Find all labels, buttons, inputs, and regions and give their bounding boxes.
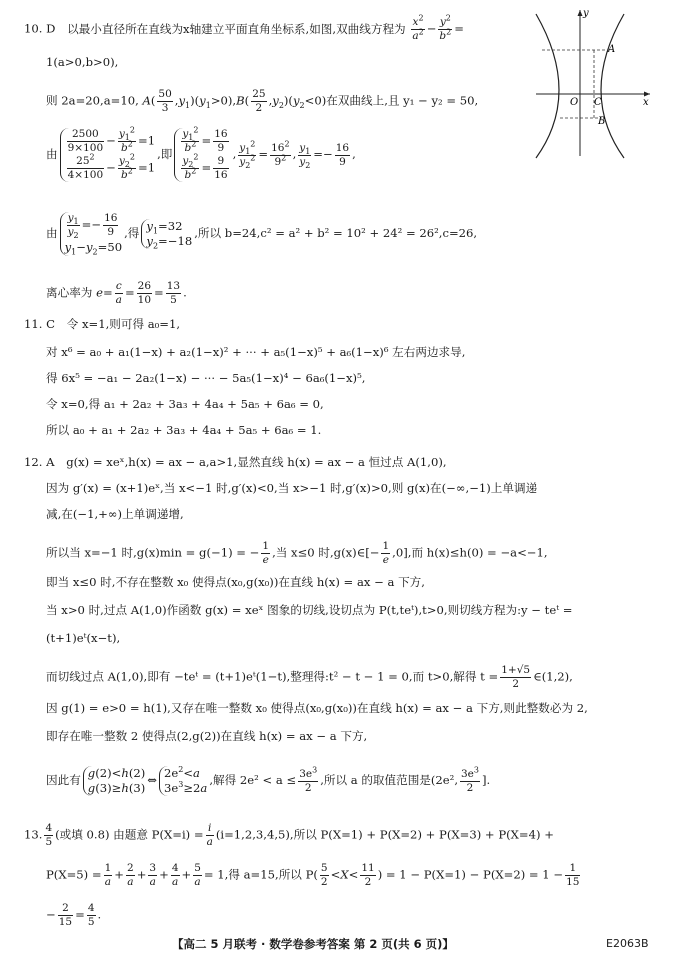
- footer-title: 【高二 5 月联考 · 数学卷参考答案 第 2 页(共 6 页)】: [172, 937, 454, 951]
- q10-intro: 以最小直径所在直线为x轴建立平面直角坐标系,如图,双曲线方程为: [67, 21, 406, 36]
- q12-l8a: 而切线过点 A(1,0),即有 −teᵗ = (t+1)eᵗ(1−t),整理得:t² − t − 1 = 0,而 t>0,解得 t =: [46, 669, 499, 684]
- q12-l4b: ,当 x≤0 时,g(x)∈[−: [272, 545, 380, 560]
- q12-line10: 即存在唯一整数 2 使得点(2,g(2))在直线 h(x) = ax − a 下方,: [46, 729, 368, 743]
- q10-line3: 则 2a=20,a=10, A( $\frac{50}{3}$ $,y_1)(y_1>0),B$( $\frac{25}{2}$ $,y_2)(y_2<0)$在双曲线上,且 y₁ − y₂ = 50,: [46, 88, 479, 114]
- q10-system1: 由 $\frac{2500}{9\times 100}$ − $\frac{y_1^2}{b^2}$ =1 $\frac{25^2}{4\times 100}$ − $\frac{y_2^2}{b^2}$ =1 ,即 $\frac{y_1^2}{b^2}$ = $\frac{16}{9}$ $\frac{y_2^2}{b^2}$ = $\frac{9}{16}$ , $\frac{y_1^2}{y_2^2}$ = $\frac{16^2}{9^2}$ , $\frac{y_1}{y_2}$ =− $\frac{16}{9}$ ,: [46, 125, 356, 181]
- q12-line9: 因 g(1) = e>0 = h(1),又存在唯一整数 x₀ 使得点(x₀,g(x₀))在直线 h(x) = ax − a 下方,则此整数必为 2,: [46, 701, 588, 715]
- footer-code: E2063B: [606, 937, 649, 950]
- q10-number: 10. D: [24, 21, 56, 36]
- system-brace-1: $\frac{2500}{9\times 100}$ − $\frac{y_1^2}{b^2}$ =1 $\frac{25^2}{4\times 100}$ − $\frac{y_2^2}{b^2}$ =1: [60, 128, 155, 182]
- hyperbola-y-term: $\frac{y^2}{b^2}$: [439, 13, 452, 42]
- q13-l1b: (i=1,2,3,4,5),所以 P(X=1) + P(X=2) + P(X=3) + P(X=4) +: [215, 827, 554, 842]
- q13-answer-tail: (或填 0.8) 由题意 P(X=i) =: [55, 827, 204, 842]
- q13-line2: P(X=5) = $\frac{1}{a}$ + $\frac{2}{a}$ + $\frac{3}{a}$ + $\frac{4}{a}$ + $\frac{5}{a}$ = 1,得 a=15,所以 P( $\frac{5}{2}$ <X< $\frac{11}{2}$ ) = 1 − P(X=1) − P(X=2) = 1 − $\frac{1}{15}$: [46, 862, 580, 888]
- system-brace-6: $2e^2<a$ $3e^3\ge 2a$: [159, 766, 207, 796]
- q12-line1: [24, 454, 447, 470]
- q12-line11: 因此有 g(2)<h(2) g(3)≥h(3) ⇔ $2e^2<a$ $3e^3\ge 2a$ ,解得 2e² < a ≤ $\frac{3e^3}{2}$ ,所以 a 的取值范围是(2e², $\frac{3e^3}{2}$ ].: [46, 765, 491, 795]
- q10-eccentricity: 离心率为 e= $\frac{c}{a}$ = $\frac{26}{10}$ = $\frac{13}{5}$ .: [46, 280, 187, 306]
- q12-line3: 减,在(−1,+∞)上单调递增,: [46, 507, 184, 521]
- q12-l4c: ,0],而 h(x)≤h(0) = −a<−1,: [392, 545, 548, 560]
- q13-line1: 13. $\frac{4}{5}$ (或填 0.8) 由题意 P(X=i) = $\frac{i}{a}$ (i=1,2,3,4,5),所以 P(X=1) + P(X=2) + P(X=3) + P(X=4) +: [24, 822, 554, 848]
- q13-l2a: P(X=5) =: [46, 867, 102, 882]
- system-brace-4: $y_1=32$ $y_2=-18$: [141, 219, 192, 249]
- q12-line2: 因为 g′(x) = (x+1)eˣ,当 x<−1 时,g′(x)<0,当 x>−1 时,g′(x)>0,则 g(x)在(−∞,−1)上单调递: [46, 481, 538, 495]
- q10-then-a: 则 2a=20,a=10,: [46, 93, 139, 108]
- frac-25-2: $\frac{25}{2}$: [252, 88, 266, 114]
- q12-line8: 而切线过点 A(1,0),即有 −teᵗ = (t+1)eᵗ(1−t),整理得:t² − t − 1 = 0,而 t>0,解得 t = $\frac{1+√5}{2}$ ∈(1,2),: [46, 664, 573, 690]
- q12-line5: 即当 x≤0 时,不存在整数 x₀ 使得点(x₀,g(x₀))在直线 h(x) = ax − a 下方,: [46, 575, 425, 589]
- q11-line1: [24, 316, 180, 332]
- q13-line3: − $\frac{2}{15}$ = $\frac{4}{5}$ .: [46, 902, 102, 928]
- label-origin: O: [570, 97, 579, 108]
- q13-number: 13.: [24, 827, 43, 842]
- q10-condition: 1(a>0,b>0),: [46, 55, 119, 69]
- q12-l11c: ,所以 a 的取值范围是(2e²,: [320, 773, 458, 787]
- q10-system2: 由 $\frac{y_1}{y_2}$ =− $\frac{16}{9}$ $y_1-y_2=50$ ,得 $y_1=32$ $y_2=-18$ ,所以 b=24,c² = a² + b² = 10² + 24² = 26²,c=26,: [46, 212, 478, 257]
- q13-l2c: ) = 1 − P(X=1) − P(X=2) = 1 −: [377, 867, 564, 882]
- q10-conclusion: 所以 b=24,c² = a² + b² = 10² + 24² = 26²,c=26,: [197, 226, 478, 240]
- q12-text1: g(x) = xeˣ,h(x) = ax − a,a>1,显然直线 h(x) = ax − a 恒过点 A(1,0),: [66, 455, 447, 469]
- label-point-c: C: [594, 97, 602, 108]
- system-brace-5: g(2)<h(2) g(3)≥h(3): [83, 766, 145, 796]
- label-point-a: A: [608, 44, 616, 55]
- label-point-b: B: [598, 116, 606, 127]
- q12-line4: 所以当 x=−1 时,g(x)min = g(−1) = − $\frac{1}{e}$ ,当 x≤0 时,g(x)∈[− $\frac{1}{e}$ ,0],而 h(x)≤h(0) = −a<−1,: [46, 540, 548, 566]
- q12-l11b: ,解得 2e² < a ≤: [209, 773, 297, 787]
- system-brace-2: $\frac{y_1^2}{b^2}$ = $\frac{16}{9}$ $\frac{y_2^2}{b^2}$ = $\frac{9}{16}$: [174, 128, 230, 182]
- q10-line1: 10. D 以最小直径所在直线为x轴建立平面直角坐标系,如图,双曲线方程为 $\frac{x^2}{a^2}$ − $\frac{y^2}{b^2}$ =: [24, 13, 464, 42]
- hyperbola-figure: [530, 6, 654, 164]
- label-y-axis: y: [583, 8, 589, 19]
- q12-line7: (t+1)eᵗ(x−t),: [46, 631, 121, 645]
- frac-50-3: $\frac{50}{3}$: [158, 88, 172, 114]
- q11-line3: 得 6x⁵ = −a₁ − 2a₂(1−x) − ··· − 5a₅(1−x)⁴ − 6a₆(1−x)⁵,: [46, 371, 366, 385]
- q12-line6: 当 x>0 时,过点 A(1,0)作函数 g(x) = xeˣ 图象的切线,设切点为 P(t,teᵗ),t>0,则切线方程为:y − teᵗ =: [46, 603, 573, 617]
- system-brace-3: $\frac{y_1}{y_2}$ =− $\frac{16}{9}$ $y_1-y_2=50$: [60, 212, 123, 256]
- q11-line5: 所以 a₀ + a₁ + 2a₂ + 3a₃ + 4a₄ + 5a₅ + 6a₆ = 1.: [46, 423, 322, 437]
- q12-l11d: ].: [482, 773, 491, 787]
- label-x-axis: x: [643, 97, 649, 108]
- q12-number: 12. A: [24, 455, 55, 469]
- eccentricity-label: 离心率为: [46, 285, 93, 300]
- q12-l11a: 因此有: [46, 773, 81, 787]
- hyperbola-x-term: $\frac{x^2}{a^2}$: [412, 13, 424, 42]
- q12-l8b: ∈(1,2),: [533, 669, 573, 684]
- q10-points-mid: 在双曲线上,且 y₁ − y₂ = 50,: [326, 93, 479, 108]
- q11-line2: 对 x⁶ = a₀ + a₁(1−x) + a₂(1−x)² + ··· + a₅(1−x)⁵ + a₆(1−x)⁶ 左右两边求导,: [46, 345, 466, 359]
- q12-l4a: 所以当 x=−1 时,g(x)min = g(−1) = −: [46, 545, 260, 560]
- q11-number: 11. C: [24, 317, 55, 331]
- q11-line4: 令 x=0,得 a₁ + 2a₂ + 3a₃ + 4a₄ + 5a₅ + 6a₆ = 0,: [46, 397, 324, 411]
- q11-text1: 令 x=1,则可得 a₀=1,: [66, 317, 181, 331]
- q13-l2b: = 1,得 a=15,所以 P(: [203, 867, 318, 882]
